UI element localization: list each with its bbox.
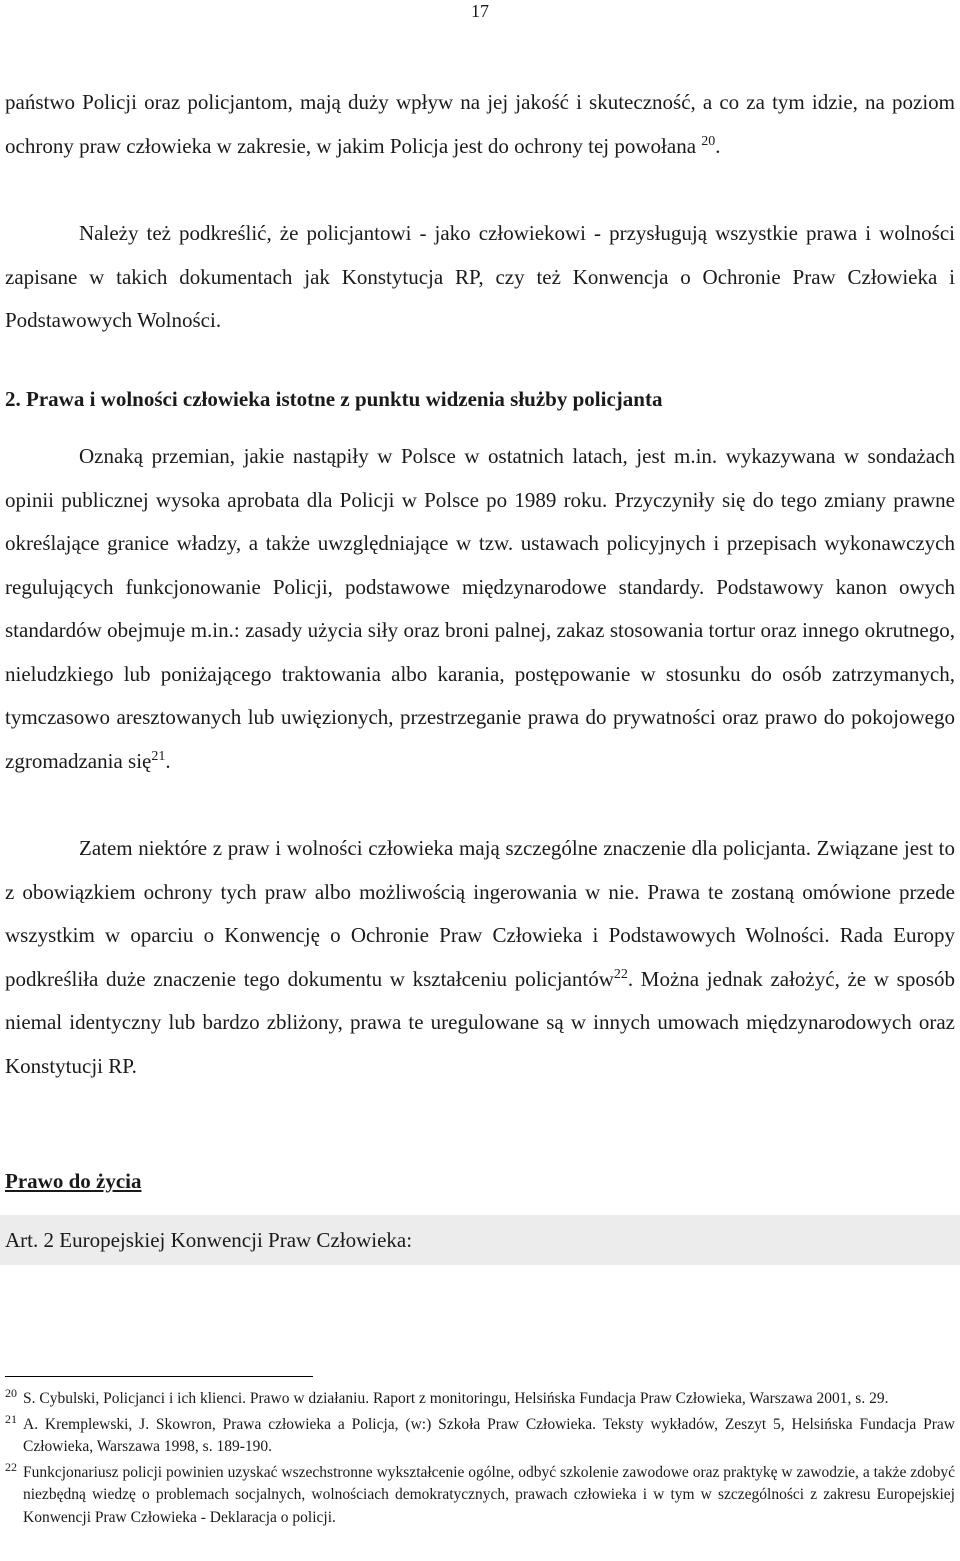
footnote-number: 22: [5, 1459, 17, 1474]
paragraph-4: [5, 827, 955, 1088]
footnote-text: A. Kremplewski, J. Skowron, Prawa człowieka a Policja, (w:) Szkoła Praw Człowieka. Teksty wykładów, Zeszyt 5, Helsińska Fundacja Praw Człowieka, Warszawa 1998, s. 189-190.: [23, 1415, 955, 1455]
footnote-text: S. Cybulski, Policjanci i ich klienci. Prawo w działaniu. Raport z monitoringu, Helsińska Fundacja Praw Człowieka, Warszawa 2001, s. 29.: [23, 1390, 889, 1407]
paragraph-1-tail: .: [715, 133, 721, 158]
paragraph-4-text: Zatem niektóre z praw i wolności człowieka mają szczególne znaczenie dla policjanta. Związane jest to z obowiązkiem ochrony tych praw albo możliwością ingerowania w nie. Prawa te zostaną omówione przede wszystkim w oparciu o Konwencję o Ochronie Praw Człowieka i Podstawowych Wolności. Rada Europy podkreśliła duże znaczenie tego dokumentu w kształceniu policjantów: [5, 836, 955, 991]
page-number: 17: [471, 1, 489, 21]
footnote-22: [5, 1459, 955, 1530]
footnote-ref-20[interactable]: 20: [701, 133, 716, 149]
paragraph-4-tail: . Można jednak założyć, że w sposób niemal identyczny lub bardzo zbliżony, prawa te uregulowane są w innych umowach międzynarodowych oraz Konstytucji RP.: [5, 966, 955, 1078]
footnote-ref-22[interactable]: 22: [613, 966, 628, 982]
section-heading: 2. Prawa i wolności człowieka istotne z punktu widzenia służby policjanta: [5, 387, 663, 411]
article-caption: Art. 2 Europejskiej Konwencji Praw Człowieka:: [5, 1228, 413, 1252]
footnote-number: 20: [5, 1386, 17, 1400]
footnote-separator: [5, 1376, 313, 1377]
article-caption-bar: [0, 1215, 960, 1265]
footnote-20: [5, 1388, 955, 1411]
paragraph-1-text: państwo Policji oraz policjantom, mają duży wpływ na jej jakość i skuteczność, a co za tym idzie, na poziom ochrony praw człowieka w zakresie, w jakim Policja jest do ochrony tej powołana: [5, 90, 955, 158]
footnote-number: 21: [5, 1411, 17, 1426]
footnote-ref-21[interactable]: 21: [151, 748, 166, 764]
footnote-text: Funkcjonariusz policji powinien uzyskać wszechstronne wykształcenie ogólne, odbyć szkolenie zawodowe oraz praktykę w zawodzie, a także zdobyć niezbędną wiedzę o problemach socjalnych, wolnościach demokratycznych, prawach człowieka i w tym w szczególności z zakresu Europejskiej Konwencji Praw Człowieka - Deklaracja o policji.: [23, 1463, 955, 1526]
footnote-21: [5, 1411, 955, 1459]
paragraph-3: [5, 435, 955, 783]
paragraph-2: Należy też podkreślić, że policjantowi - jako człowiekowi - przysługują wszystkie prawa i wolności zapisane w takich dokumentach jak Konstytucja RP, czy też Konwencja o Ochronie Praw Człowieka i Podstawowych Wolności.: [5, 221, 955, 332]
subsection-title: Prawo do życia: [5, 1169, 142, 1193]
paragraph-3-text: Oznaką przemian, jakie nastąpiły w Polsce w ostatnich latach, jest m.in. wykazywana w sondażach opinii publicznej wysoka aprobata dla Policji w Polsce po 1989 roku. Przyczyniły się do tego zmiany prawne określające granice władzy, a także uwzględniające w tzw. ustawach policyjnych i przepisach wykonawczych regulujących funkcjonowanie Policji, podstawowe międzynarodowe standardy. Podstawowy kanon owych standardów obejmuje m.in.: zasady użycia siły oraz broni palnej, zakaz stosowania tortur oraz innego okrutnego, nieludzkiego lub poniżającego traktowania albo karania, postępowanie w stosunku do osób zatrzymanych, tymczasowo aresztowanych lub uwięzionych, przestrzeganie prawa do prywatności oraz prawo do pokojowego zgromadzania się: [5, 444, 955, 773]
footnotes: [5, 1388, 955, 1532]
paragraph-3-tail: .: [165, 748, 171, 773]
paragraph-1: [5, 81, 955, 168]
